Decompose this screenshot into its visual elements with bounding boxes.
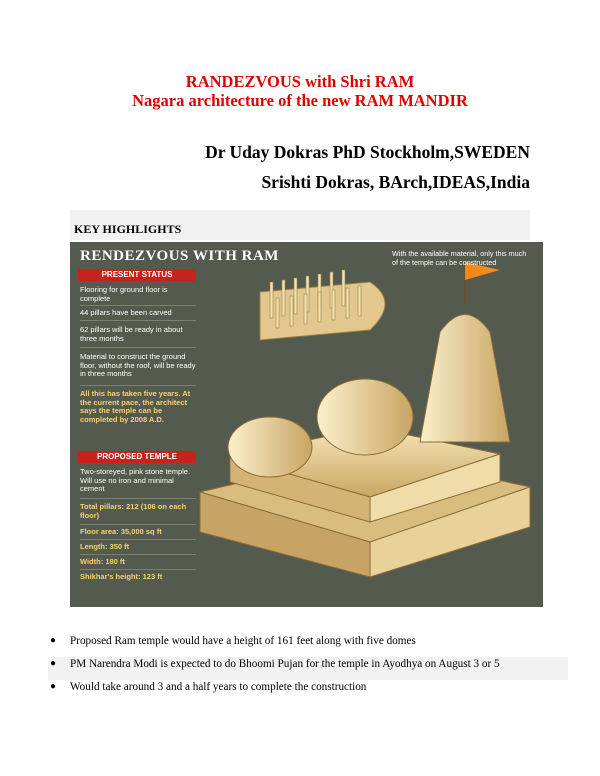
divider [80,305,196,306]
temple-infographic [70,242,543,607]
status-item-2: 44 pillars have been carved [80,308,172,317]
proposed-description: Two-storeyed, pink stone temple. Will use no iron and minimal cement [80,467,191,493]
stat-floor-area: Floor area: 35,000 sq ft [80,527,162,536]
divider [80,539,196,540]
list-item: ● PM Narendra Modi is expected to do Bhoomi Pujan for the temple in Ayodhya on August 3 or 5 [48,657,568,680]
divider [80,385,196,386]
status-item-4: Material to construct the ground floor, without the roof, will be ready in three months [80,352,196,378]
status-item-3: 62 pillars will be ready in about three months [80,325,183,343]
proposed-temple-tab: PROPOSED TEMPLE [78,451,196,463]
divider [80,347,196,348]
document-title-line-1: RANDEZVOUS with Shri RAM [185,72,415,91]
highlights-list [48,634,568,703]
infographic-title: RENDEZVOUS WITH RAM [80,248,279,264]
stat-shikhar-height: Shikhar's height: 123 ft [80,572,163,581]
author-1: Dr Uday Dokras PhD Stockholm,SWEDEN [205,142,530,162]
stat-width: Width: 180 ft [80,557,125,566]
list-item: ● Proposed Ram temple would have a height of 161 feet along with five domes [50,635,416,647]
divider [80,498,196,499]
stat-total-pillars: Total pillars: 212 (106 on each floor) [80,502,187,520]
document-title-line-2: Nagara architecture of the new RAM MANDIR [132,91,468,110]
bullet-icon: ● [50,681,57,692]
divider [80,320,196,321]
list-item: ● Would take around 3 and a half years to complete the construction [50,681,367,693]
divider [80,554,196,555]
author-2: Srishti Dokras, BArch,IDEAS,India [261,172,530,192]
divider [80,524,196,525]
status-item-5: All this has taken five years. At the current pace, the architect says the temple can be completed by 2008 A.D. [80,389,191,424]
present-status-tab: PRESENT STATUS [78,269,196,281]
status-item-1: Flooring for ground floor is complete [80,285,168,303]
stat-length: Length: 350 ft [80,542,130,551]
material-note: With the available material, only this much of the temple can be constructed [392,249,527,267]
divider [80,569,196,570]
key-highlights-heading: KEY HIGHLIGHTS [70,210,530,240]
bullet-icon: ● [50,635,57,646]
bullet-icon: ● [50,658,57,669]
